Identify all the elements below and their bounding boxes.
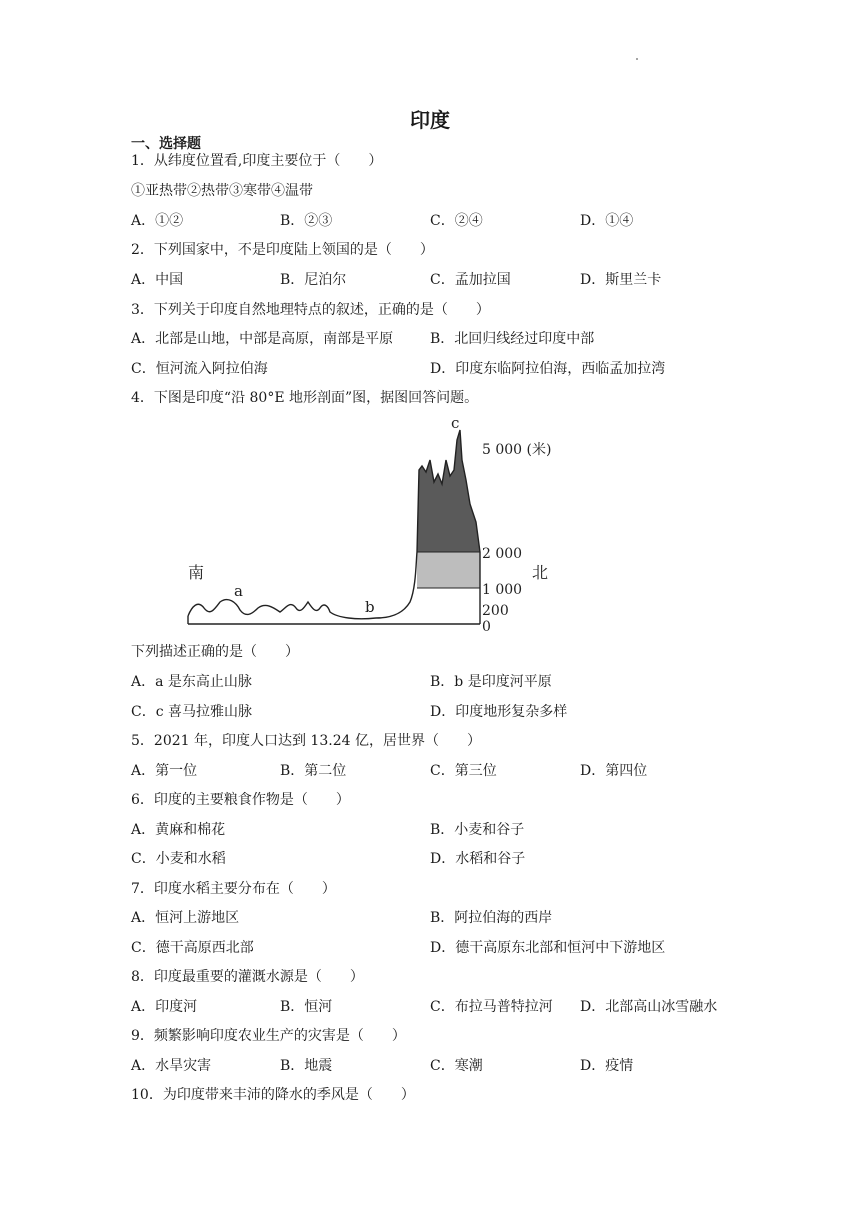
terrain-profile-figure bbox=[180, 412, 580, 638]
q6-option-c[interactable]: C．小麦和水稻 bbox=[131, 851, 226, 867]
q2-option-a[interactable]: A．中国 bbox=[131, 272, 184, 288]
q1-option-b[interactable]: B．②③ bbox=[280, 213, 333, 229]
q4-option-a[interactable]: A．a 是东高止山脉 bbox=[131, 674, 252, 690]
q5-option-c[interactable]: C．第三位 bbox=[430, 763, 497, 779]
q7-option-d[interactable]: D．德干高原东北部和恒河中下游地区 bbox=[430, 940, 666, 956]
q8-option-a[interactable]: A．印度河 bbox=[131, 999, 198, 1015]
q5-option-b[interactable]: B．第二位 bbox=[280, 763, 347, 779]
elev-200-label: 200 bbox=[482, 603, 509, 619]
q5-option-d[interactable]: D．第四位 bbox=[580, 763, 648, 779]
q3-option-c[interactable]: C．恒河流入阿拉伯海 bbox=[131, 361, 268, 377]
q3-option-b[interactable]: B．北回归线经过印度中部 bbox=[430, 331, 595, 347]
q2-option-c[interactable]: C．孟加拉国 bbox=[430, 272, 511, 288]
label-south: 南 bbox=[188, 563, 205, 582]
elev-2000-label: 2 000 bbox=[482, 546, 523, 562]
q9-option-b[interactable]: B．地震 bbox=[280, 1058, 333, 1074]
elev-0-label: 0 bbox=[482, 619, 491, 635]
q4-option-c[interactable]: C．c 喜马拉雅山脉 bbox=[131, 704, 253, 720]
q9-option-a[interactable]: A．水旱灾害 bbox=[131, 1058, 212, 1074]
q7-option-a[interactable]: A．恒河上游地区 bbox=[131, 910, 240, 926]
q8-option-b[interactable]: B．恒河 bbox=[280, 999, 333, 1015]
elev-1000-label: 1 000 bbox=[482, 582, 523, 598]
q7-option-b[interactable]: B．阿拉伯海的西岸 bbox=[430, 910, 553, 926]
q9-option-c[interactable]: C．寒潮 bbox=[430, 1058, 483, 1074]
question-10-stem: 10．为印度带来丰沛的降水的季风是（ ） bbox=[131, 1087, 415, 1103]
label-north: 北 bbox=[532, 563, 549, 582]
q6-option-d[interactable]: D．水稻和谷子 bbox=[430, 851, 526, 867]
q3-option-a[interactable]: A．北部是山地，中部是高原，南部是平原 bbox=[131, 331, 394, 347]
q1-option-a[interactable]: A．①② bbox=[131, 213, 184, 229]
question-4-stem: 4．下图是印度“沿 80°E 地形剖面”图，据图回答问题。 bbox=[131, 390, 479, 406]
question-1-stem: 1．从纬度位置看,印度主要位于（ ） bbox=[131, 153, 383, 169]
question-5-stem: 5．2021 年，印度人口达到 13.24 亿，居世界（ ） bbox=[131, 733, 481, 749]
q8-option-d[interactable]: D．北部高山冰雪融水 bbox=[580, 999, 718, 1015]
q4-option-b[interactable]: B．b 是印度河平原 bbox=[430, 674, 552, 690]
q6-option-b[interactable]: B．小麦和谷子 bbox=[430, 822, 525, 838]
q3-option-d[interactable]: D．印度东临阿拉伯海，西临孟加拉湾 bbox=[430, 361, 666, 377]
question-3-stem: 3．下列关于印度自然地理特点的叙述，正确的是（ ） bbox=[131, 302, 490, 318]
page-title: 印度 bbox=[410, 108, 450, 132]
label-a: a bbox=[234, 582, 243, 600]
question-7-stem: 7．印度水稻主要分布在（ ） bbox=[131, 881, 336, 897]
q5-option-a[interactable]: A．第一位 bbox=[131, 763, 198, 779]
question-2-stem: 2．下列国家中，不是印度陆上领国的是（ ） bbox=[131, 242, 434, 258]
question-4-sub: 下列描述正确的是（ ） bbox=[131, 644, 299, 660]
q4-option-d[interactable]: D．印度地形复杂多样 bbox=[430, 704, 568, 720]
question-8-stem: 8．印度最重要的灌溉水源是（ ） bbox=[131, 969, 364, 985]
q7-option-c[interactable]: C．德干高原西北部 bbox=[131, 940, 254, 956]
q1-option-c[interactable]: C．②④ bbox=[430, 213, 483, 229]
q2-option-b[interactable]: B．尼泊尔 bbox=[280, 272, 347, 288]
profile-band-high bbox=[417, 430, 480, 552]
q9-option-d[interactable]: D．疫情 bbox=[580, 1058, 634, 1074]
question-1-note: ①亚热带②热带③寒带④温带 bbox=[131, 183, 313, 199]
q2-option-d[interactable]: D．斯里兰卡 bbox=[580, 272, 662, 288]
q1-option-d[interactable]: D．①④ bbox=[580, 213, 634, 229]
q8-option-c[interactable]: C．布拉马普特拉河 bbox=[430, 999, 553, 1015]
profile-band-mid bbox=[417, 552, 480, 588]
label-c: c bbox=[451, 414, 460, 432]
question-9-stem: 9．频繁影响印度农业生产的灾害是（ ） bbox=[131, 1028, 406, 1044]
elev-5000-label: 5 000 (米) bbox=[482, 442, 552, 458]
section-heading: 一、选择题 bbox=[131, 136, 201, 152]
page-dot bbox=[636, 58, 638, 60]
question-6-stem: 6．印度的主要粮食作物是（ ） bbox=[131, 792, 350, 808]
terrain-profile-svg bbox=[180, 412, 580, 638]
q6-option-a[interactable]: A．黄麻和棉花 bbox=[131, 822, 226, 838]
label-b: b bbox=[365, 598, 375, 616]
